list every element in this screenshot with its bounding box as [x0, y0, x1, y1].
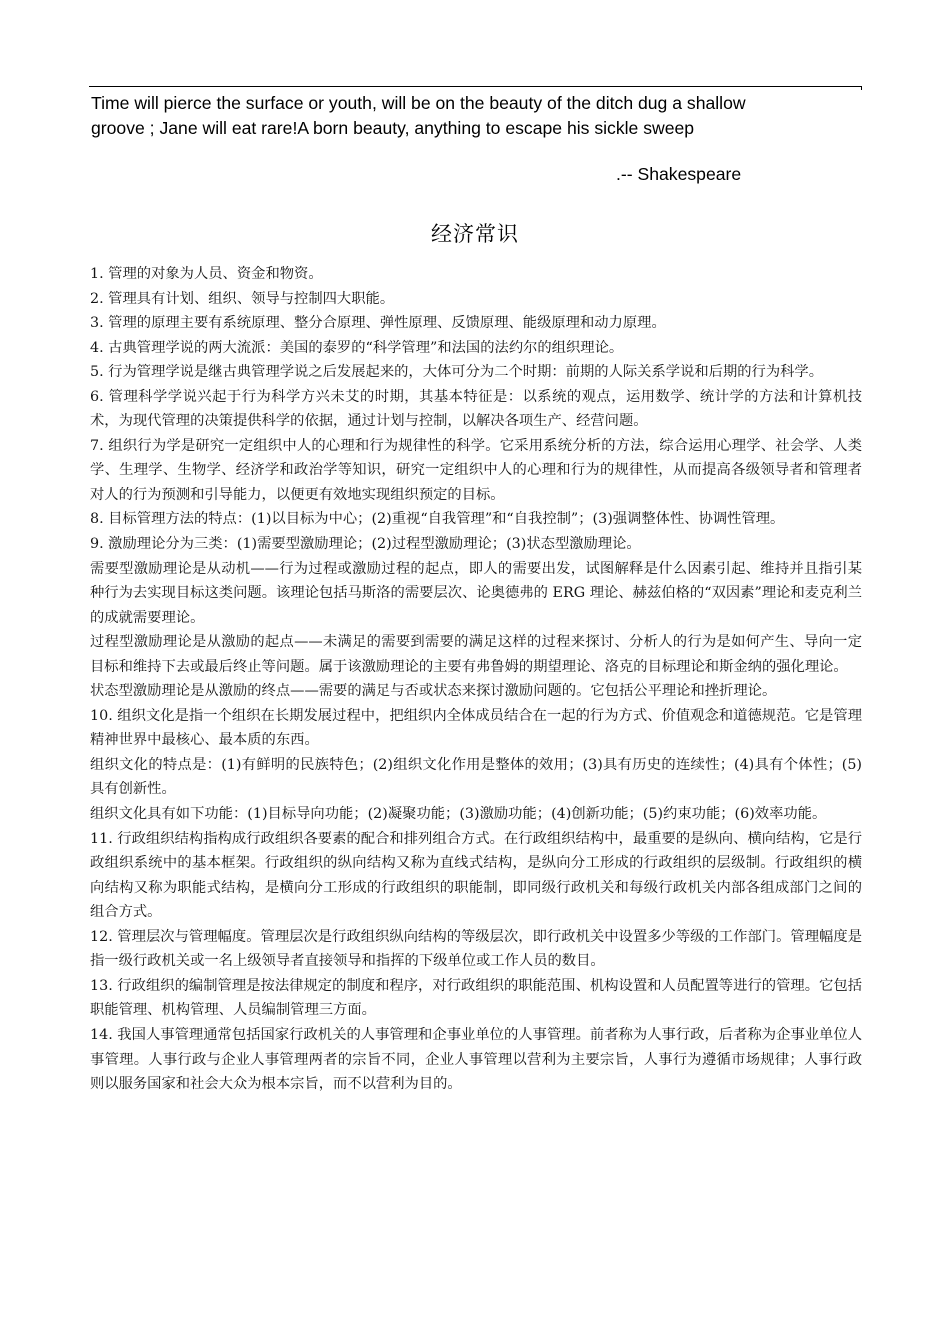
- paragraph-6: 6. 管理科学学说兴起于行为科学方兴未艾的时期，其基本特征是：以系统的观点，运用数学、统计学的方法和计算机技术，为现代管理的决策提供科学的依据，通过计划与控制，以解决各项生产、经营问题。: [90, 388, 862, 430]
- body-text: [90, 262, 862, 1097]
- paragraph-2: 2. 管理具有计划、组织、领导与控制四大职能。: [90, 290, 395, 307]
- paragraph-4: 4. 古典管理学说的两大流派：美国的泰罗的“科学管理”和法国的法约尔的组织理论。: [90, 339, 624, 356]
- quote-line-1: Time will pierce the surface or youth, will be on the beauty of the ditch dug a shallow: [91, 93, 746, 113]
- paragraph-10: 10. 组织文化是指一个组织在长期发展过程中，把组织内全体成员结合在一起的行为方式、价值观念和道德规范。它是管理精神世界中最核心、最本质的东西。: [90, 707, 862, 749]
- quote-attribution: .-- Shakespeare: [616, 164, 742, 184]
- paragraph-3: 3. 管理的原理主要有系统原理、整分合原理、弹性原理、反馈原理、能级原理和动力原理。: [90, 315, 666, 332]
- header-rule-tick: [861, 86, 862, 90]
- paragraph-8: 8. 目标管理方法的特点：(1)以目标为中心；(2)重视“自我管理”和“自我控制”；(3)强调整体性、协调性管理。: [90, 511, 785, 528]
- header-rule: [89, 86, 862, 87]
- paragraph-10-features: 组织文化的特点是：(1)有鲜明的民族特色；(2)组织文化作用是整体的效用；(3)具有历史的连续性；(4)具有个体性；(5)具有创新性。: [90, 756, 862, 798]
- paragraph-7: 7. 组织行为学是研究一定组织中人的心理和行为规律性的科学。它采用系统分析的方法，综合运用心理学、社会学、人类学、生理学、生物学、经济学和政治学等知识，研究一定组织中人的心理和行为的规律性，从而提高各级领导者和管理者对人的行为预测和引导能力，以便更有效地实现组织预定的目标。: [90, 437, 862, 503]
- paragraph-5: 5. 行为管理学说是继古典管理学说之后发展起来的，大体可分为二个时期：前期的人际关系学说和后期的行为科学。: [90, 364, 824, 381]
- paragraph-9-need-theory: 需要型激励理论是从动机——行为过程或激励过程的起点，即人的需要出发，试图解释是什么因素引起、维持并且指引某种行为去实现目标这类问题。该理论包括马斯洛的需要层次、论奥德弗的 ERG 理论、赫兹伯格的“双因素”理论和麦克利兰的成就需要理论。: [90, 560, 862, 626]
- paragraph-11: 11. 行政组织结构指构成行政组织各要素的配合和排列组合方式。在行政组织结构中，最重要的是纵向、横向结构，它是行政组织系统中的基本框架。行政组织的纵向结构又称为直线式结构，是纵向分工形成的行政组织的层级制。行政组织的横向结构又称为职能式结构，是横向分工形成的行政组织的职能制，即同级行政机关和每级行政机关内部各组成部门之间的组合方式。: [90, 830, 862, 921]
- paragraph-9-process-theory: 过程型激励理论是从激励的起点——未满足的需要到需要的满足这样的过程来探讨、分析人的行为是如何产生、导向一定目标和维持下去或最后终止等问题。属于该激励理论的主要有弗鲁姆的期望理论、洛克的目标理论和斯金纳的强化理论。: [90, 634, 862, 675]
- quote-line-2: groove ; Jane will eat rare!A born beauty, anything to escape his sickle sweep: [91, 118, 695, 138]
- paragraph-9-state-theory: 状态型激励理论是从激励的终点——需要的满足与否或状态来探讨激励问题的。它包括公平理论和挫折理论。: [90, 683, 777, 700]
- paragraph-14: 14. 我国人事管理通常包括国家行政机关的人事管理和企事业单位的人事管理。前者称为人事行政，后者称为企事业单位人事管理。人事行政与企业人事管理两者的宗旨不同，企业人事管理以营利为主要宗旨，人事行为遵循市场规律；人事行政则以服务国家和社会大众为根本宗旨，而不以营利为目的。: [90, 1026, 862, 1093]
- paragraph-12: 12. 管理层次与管理幅度。管理层次是行政组织纵向结构的等级层次，即行政机关中设置多少等级的工作部门。管理幅度是指一级行政机关或一名上级领导者直接领导和指挥的下级单位或工作人员的数目。: [90, 928, 862, 970]
- epigraph-quote: [91, 91, 851, 141]
- paragraph-10-functions: 组织文化具有如下功能：(1)目标导向功能；(2)凝聚功能；(3)激励功能；(4)创新功能；(5)约束功能；(6)效率功能。: [90, 806, 827, 823]
- paragraph-1: 1. 管理的对象为人员、资金和物资。: [90, 266, 323, 282]
- paragraph-9: 9. 激励理论分为三类：(1)需要型激励理论；(2)过程型激励理论；(3)状态型激励理论。: [90, 536, 641, 553]
- page-title: 经济常识: [431, 222, 519, 246]
- paragraph-13: 13. 行政组织的编制管理是按法律规定的制度和程序，对行政组织的职能范围、机构设置和人员配置等进行的管理。它包括职能管理、机构管理、人员编制管理三方面。: [90, 977, 862, 1019]
